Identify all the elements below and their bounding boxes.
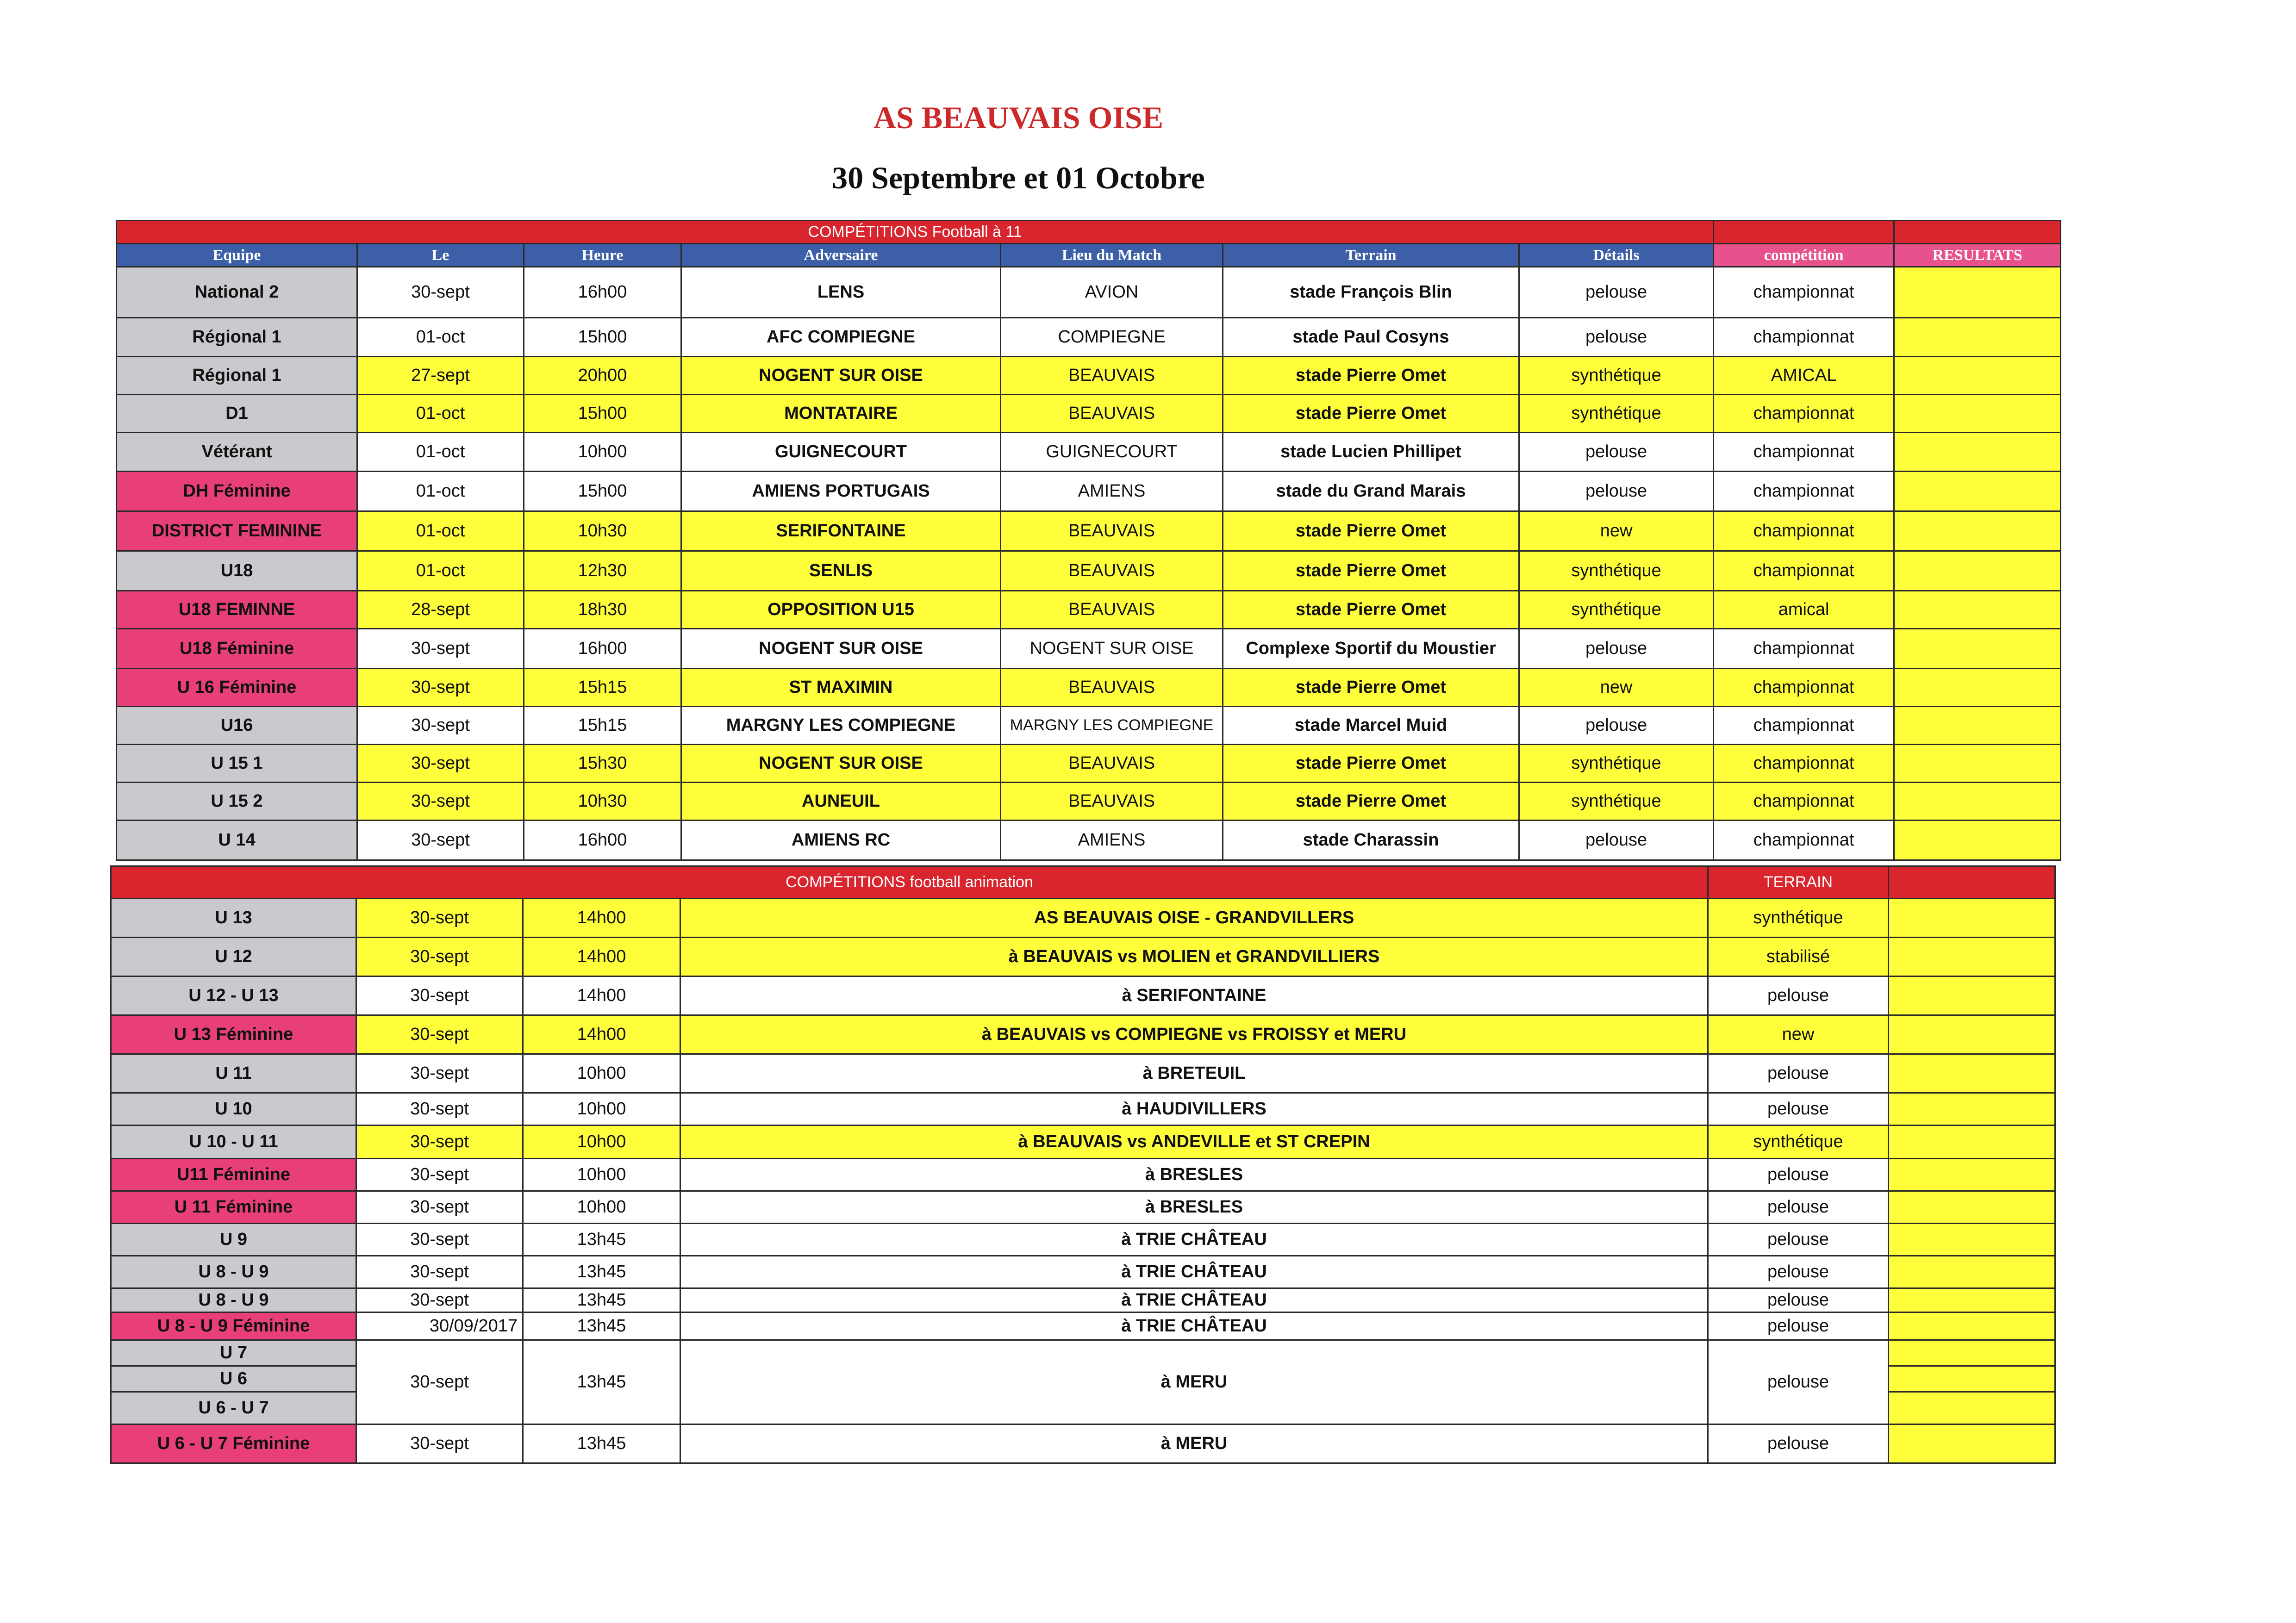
team-cell: U11 Féminine <box>111 1159 356 1191</box>
result-cell[interactable] <box>1889 1054 2055 1093</box>
terrain-cell: pelouse <box>1708 1288 1889 1312</box>
details-cell: new <box>1519 511 1714 551</box>
competition-cell: amical <box>1714 591 1894 629</box>
place-cell: BEAUVAIS <box>1001 745 1223 783</box>
time-cell: 20h00 <box>524 357 681 395</box>
section-band <box>117 221 2061 244</box>
table-row <box>117 669 2061 707</box>
result-cell[interactable] <box>1894 511 2061 551</box>
stadium-cell: stade du Grand Marais <box>1223 472 1519 511</box>
header-row <box>117 244 2061 267</box>
team-cell: U 6 - U 7 Féminine <box>111 1424 356 1463</box>
header-le: Le <box>357 244 524 267</box>
place-cell: AMIENS <box>1001 472 1223 511</box>
time-cell: 10h00 <box>523 1159 680 1191</box>
stadium-cell: stade Pierre Omet <box>1223 551 1519 591</box>
table-row <box>111 1159 2055 1191</box>
time-cell: 13h45 <box>523 1224 680 1256</box>
header-details: Détails <box>1519 244 1714 267</box>
date-cell: 30-sept <box>356 1340 523 1424</box>
team-cell: U 10 <box>111 1093 356 1126</box>
stadium-cell: stade Pierre Omet <box>1223 783 1519 821</box>
team-cell: U 13 Féminine <box>111 1015 356 1054</box>
event-cell: à MERU <box>680 1340 1708 1424</box>
team-cell: Régional 1 <box>117 357 357 395</box>
team-cell: U 9 <box>111 1224 356 1256</box>
details-cell: pelouse <box>1519 707 1714 745</box>
date-cell: 30-sept <box>356 1224 523 1256</box>
competition-cell: AMICAL <box>1714 357 1894 395</box>
stadium-cell: stade Pierre Omet <box>1223 591 1519 629</box>
competition-cell: championnat <box>1714 783 1894 821</box>
stadium-cell: stade Marcel Muid <box>1223 707 1519 745</box>
time-cell: 13h45 <box>523 1256 680 1288</box>
team-cell: U 11 Féminine <box>111 1191 356 1224</box>
event-cell: à BEAUVAIS vs MOLIEN et GRANDVILLIERS <box>680 938 1708 976</box>
time-cell: 12h30 <box>524 551 681 591</box>
terrain-cell: pelouse <box>1708 976 1889 1015</box>
opponent-cell: MARGNY LES COMPIEGNE <box>681 707 1001 745</box>
table-row <box>117 511 2061 551</box>
place-cell: BEAUVAIS <box>1001 783 1223 821</box>
result-cell[interactable] <box>1894 783 2061 821</box>
details-cell: synthétique <box>1519 783 1714 821</box>
section-band-label: COMPÉTITIONS football animation <box>111 866 1708 899</box>
team-cell: U 8 - U 9 Féminine <box>111 1312 356 1340</box>
details-cell: synthétique <box>1519 591 1714 629</box>
time-cell: 13h45 <box>523 1288 680 1312</box>
table-row <box>117 267 2061 318</box>
result-cell[interactable] <box>1889 1424 2055 1463</box>
date-cell: 30-sept <box>357 629 524 669</box>
opponent-cell: NOGENT SUR OISE <box>681 745 1001 783</box>
result-cell[interactable] <box>1894 357 2061 395</box>
details-cell: pelouse <box>1519 821 1714 860</box>
result-cell[interactable] <box>1889 1093 2055 1126</box>
stadium-cell: stade Pierre Omet <box>1223 357 1519 395</box>
team-cell: U 6 <box>111 1366 356 1392</box>
time-cell: 10h00 <box>523 1191 680 1224</box>
date-cell: 30-sept <box>356 1288 523 1312</box>
date-cell: 30-sept <box>356 1424 523 1463</box>
time-cell: 16h00 <box>524 821 681 860</box>
band-spacer <box>1714 221 1894 244</box>
competition-cell: championnat <box>1714 551 1894 591</box>
competition-cell: championnat <box>1714 629 1894 669</box>
stadium-cell: stade Lucien Phillipet <box>1223 433 1519 472</box>
result-cell[interactable] <box>1894 318 2061 357</box>
result-cell[interactable] <box>1894 629 2061 669</box>
date-cell: 01-oct <box>357 551 524 591</box>
event-cell: à BRESLES <box>680 1159 1708 1191</box>
team-cell: U 7 <box>111 1340 356 1366</box>
team-cell: U 13 <box>111 899 356 938</box>
date-cell: 01-oct <box>357 472 524 511</box>
event-cell: à BEAUVAIS vs COMPIEGNE vs FROISSY et MERU <box>680 1015 1708 1054</box>
opponent-cell: OPPOSITION U15 <box>681 591 1001 629</box>
result-cell[interactable] <box>1894 745 2061 783</box>
team-cell: U 16 Féminine <box>117 669 357 707</box>
team-cell: U 10 - U 11 <box>111 1126 356 1159</box>
time-cell: 10h00 <box>523 1054 680 1093</box>
competition-cell: championnat <box>1714 433 1894 472</box>
result-cell[interactable] <box>1889 1288 2055 1312</box>
table-row <box>111 976 2055 1015</box>
time-cell: 16h00 <box>524 629 681 669</box>
team-cell: U16 <box>117 707 357 745</box>
result-cell[interactable] <box>1889 1340 2055 1366</box>
opponent-cell: ST MAXIMIN <box>681 669 1001 707</box>
time-cell: 16h00 <box>524 267 681 318</box>
time-cell: 10h00 <box>523 1126 680 1159</box>
terrain-cell: synthétique <box>1708 899 1889 938</box>
time-cell: 15h15 <box>524 669 681 707</box>
terrain-cell: pelouse <box>1708 1340 1889 1424</box>
stadium-cell: stade François Blin <box>1223 267 1519 318</box>
date-cell: 30-sept <box>356 1126 523 1159</box>
date-cell: 30-sept <box>357 707 524 745</box>
time-cell: 14h00 <box>523 1015 680 1054</box>
opponent-cell: AFC COMPIEGNE <box>681 318 1001 357</box>
football-animation-table <box>110 865 2056 1464</box>
table-row <box>111 1191 2055 1224</box>
team-cell: U 15 1 <box>117 745 357 783</box>
team-cell: U 12 <box>111 938 356 976</box>
opponent-cell: SERIFONTAINE <box>681 511 1001 551</box>
place-cell: BEAUVAIS <box>1001 551 1223 591</box>
event-cell: à BRESLES <box>680 1191 1708 1224</box>
details-cell: synthétique <box>1519 395 1714 433</box>
competition-cell: championnat <box>1714 318 1894 357</box>
result-cell[interactable] <box>1894 433 2061 472</box>
table-row <box>111 1256 2055 1288</box>
details-cell: pelouse <box>1519 318 1714 357</box>
opponent-cell: NOGENT SUR OISE <box>681 629 1001 669</box>
team-cell: U 14 <box>117 821 357 860</box>
terrain-cell: pelouse <box>1708 1224 1889 1256</box>
date-cell: 30-sept <box>356 976 523 1015</box>
team-cell: DISTRICT FEMININE <box>117 511 357 551</box>
event-cell: à SERIFONTAINE <box>680 976 1708 1015</box>
result-cell[interactable] <box>1889 1126 2055 1159</box>
details-cell: synthétique <box>1519 357 1714 395</box>
time-cell: 10h30 <box>524 511 681 551</box>
date-cell: 30-sept <box>357 783 524 821</box>
details-cell: pelouse <box>1519 472 1714 511</box>
table-row <box>117 821 2061 860</box>
band-spacer <box>1889 866 2055 899</box>
section-band-label: COMPÉTITIONS Football à 11 <box>117 221 1714 244</box>
opponent-cell: MONTATAIRE <box>681 395 1001 433</box>
result-cell[interactable] <box>1889 938 2055 976</box>
date-cell: 30-sept <box>357 745 524 783</box>
date-cell: 30-sept <box>356 1256 523 1288</box>
team-cell: U 6 - U 7 <box>111 1392 356 1424</box>
details-cell: pelouse <box>1519 433 1714 472</box>
team-cell: DH Féminine <box>117 472 357 511</box>
time-cell: 10h00 <box>523 1093 680 1126</box>
date-cell: 30-sept <box>356 1093 523 1126</box>
time-cell: 13h45 <box>523 1312 680 1340</box>
team-cell: U 11 <box>111 1054 356 1093</box>
page-title: AS BEAUVAIS OISE <box>873 100 1164 135</box>
result-cell[interactable] <box>1894 395 2061 433</box>
date-cell: 28-sept <box>357 591 524 629</box>
table-row <box>111 1093 2055 1126</box>
date-cell: 30/09/2017 <box>356 1312 523 1340</box>
details-cell: pelouse <box>1519 267 1714 318</box>
competition-cell: championnat <box>1714 511 1894 551</box>
terrain-cell: synthétique <box>1708 1126 1889 1159</box>
competition-cell: championnat <box>1714 707 1894 745</box>
details-cell: synthétique <box>1519 551 1714 591</box>
table-row <box>111 1340 2055 1366</box>
time-cell: 15h30 <box>524 745 681 783</box>
stadium-cell: stade Charassin <box>1223 821 1519 860</box>
date-cell: 27-sept <box>357 357 524 395</box>
place-cell: BEAUVAIS <box>1001 357 1223 395</box>
team-cell: U18 FEMINNE <box>117 591 357 629</box>
date-cell: 30-sept <box>356 1054 523 1093</box>
result-cell[interactable] <box>1894 551 2061 591</box>
competition-cell: championnat <box>1714 669 1894 707</box>
details-cell: synthétique <box>1519 745 1714 783</box>
header-heure: Heure <box>524 244 681 267</box>
place-cell: AMIENS <box>1001 821 1223 860</box>
terrain-cell: pelouse <box>1708 1159 1889 1191</box>
result-cell[interactable] <box>1894 821 2061 860</box>
terrain-cell: pelouse <box>1708 1191 1889 1224</box>
result-cell[interactable] <box>1889 1392 2055 1424</box>
team-cell: U 12 - U 13 <box>111 976 356 1015</box>
stadium-cell: stade Pierre Omet <box>1223 669 1519 707</box>
stadium-cell: stade Paul Cosyns <box>1223 318 1519 357</box>
time-cell: 13h45 <box>523 1340 680 1424</box>
time-cell: 14h00 <box>523 976 680 1015</box>
event-cell: à BEAUVAIS vs ANDEVILLE et ST CREPIN <box>680 1126 1708 1159</box>
time-cell: 14h00 <box>523 899 680 938</box>
place-cell: NOGENT SUR OISE <box>1001 629 1223 669</box>
table-row <box>111 1015 2055 1054</box>
place-cell: GUIGNECOURT <box>1001 433 1223 472</box>
stadium-cell: stade Pierre Omet <box>1223 395 1519 433</box>
team-cell: National 2 <box>117 267 357 318</box>
result-cell[interactable] <box>1889 1191 2055 1224</box>
time-cell: 15h00 <box>524 318 681 357</box>
competition-cell: championnat <box>1714 821 1894 860</box>
table-row <box>111 899 2055 938</box>
place-cell: MARGNY LES COMPIEGNE <box>1001 707 1223 745</box>
table-row <box>117 395 2061 433</box>
result-cell[interactable] <box>1889 899 2055 938</box>
place-cell: COMPIEGNE <box>1001 318 1223 357</box>
football-11-table <box>116 220 2061 861</box>
opponent-cell: AMIENS PORTUGAIS <box>681 472 1001 511</box>
place-cell: BEAUVAIS <box>1001 395 1223 433</box>
table-row <box>117 551 2061 591</box>
date-cell: 30-sept <box>356 1015 523 1054</box>
competition-cell: championnat <box>1714 745 1894 783</box>
table-row <box>117 433 2061 472</box>
table-row <box>111 938 2055 976</box>
event-cell: à MERU <box>680 1424 1708 1463</box>
result-cell[interactable] <box>1894 707 2061 745</box>
date-cell: 30-sept <box>357 267 524 318</box>
result-cell[interactable] <box>1889 1312 2055 1340</box>
time-cell: 10h00 <box>524 433 681 472</box>
team-cell: D1 <box>117 395 357 433</box>
competition-cell: championnat <box>1714 472 1894 511</box>
header-adversaire: Adversaire <box>681 244 1001 267</box>
result-cell[interactable] <box>1889 1366 2055 1392</box>
place-cell: AVION <box>1001 267 1223 318</box>
date-cell: 30-sept <box>356 1191 523 1224</box>
date-cell: 01-oct <box>357 433 524 472</box>
table-row <box>111 1126 2055 1159</box>
team-cell: U 8 - U 9 <box>111 1256 356 1288</box>
time-cell: 15h15 <box>524 707 681 745</box>
header-equipe: Equipe <box>117 244 357 267</box>
date-cell: 30-sept <box>357 669 524 707</box>
table-row <box>117 783 2061 821</box>
place-cell: BEAUVAIS <box>1001 511 1223 551</box>
band-spacer <box>1894 221 2061 244</box>
team-cell: U 8 - U 9 <box>111 1288 356 1312</box>
table-row <box>111 1288 2055 1312</box>
section-band <box>111 866 2055 899</box>
date-cell: 01-oct <box>357 395 524 433</box>
terrain-cell: pelouse <box>1708 1312 1889 1340</box>
team-cell: U18 Féminine <box>117 629 357 669</box>
event-cell: à TRIE CHÂTEAU <box>680 1288 1708 1312</box>
header-resultats: RESULTATS <box>1894 244 2061 267</box>
terrain-label: TERRAIN <box>1708 866 1889 899</box>
opponent-cell: GUIGNECOURT <box>681 433 1001 472</box>
opponent-cell: SENLIS <box>681 551 1001 591</box>
result-cell[interactable] <box>1894 472 2061 511</box>
date-cell: 30-sept <box>356 938 523 976</box>
event-cell: à HAUDIVILLERS <box>680 1093 1708 1126</box>
page-subtitle: 30 Septembre et 01 Octobre <box>832 160 1205 195</box>
team-cell: U 15 2 <box>117 783 357 821</box>
date-cell: 30-sept <box>356 1159 523 1191</box>
team-cell: U18 <box>117 551 357 591</box>
competition-cell: championnat <box>1714 395 1894 433</box>
table-row <box>111 1054 2055 1093</box>
time-cell: 15h00 <box>524 472 681 511</box>
opponent-cell: LENS <box>681 267 1001 318</box>
table-row <box>117 472 2061 511</box>
team-cell: Vétérant <box>117 433 357 472</box>
date-cell: 30-sept <box>356 899 523 938</box>
table-row <box>111 1224 2055 1256</box>
terrain-cell: stabilisé <box>1708 938 1889 976</box>
table-row <box>117 745 2061 783</box>
table-row <box>111 1424 2055 1463</box>
table-row <box>117 357 2061 395</box>
time-cell: 18h30 <box>524 591 681 629</box>
details-cell: pelouse <box>1519 629 1714 669</box>
result-cell[interactable] <box>1894 591 2061 629</box>
date-cell: 01-oct <box>357 511 524 551</box>
opponent-cell: AUNEUIL <box>681 783 1001 821</box>
opponent-cell: NOGENT SUR OISE <box>681 357 1001 395</box>
time-cell: 15h00 <box>524 395 681 433</box>
table-row <box>117 591 2061 629</box>
terrain-cell: pelouse <box>1708 1054 1889 1093</box>
details-cell: new <box>1519 669 1714 707</box>
table-row <box>117 318 2061 357</box>
time-cell: 10h30 <box>524 783 681 821</box>
result-cell[interactable] <box>1889 1159 2055 1191</box>
header-lieu: Lieu du Match <box>1001 244 1223 267</box>
date-cell: 30-sept <box>357 821 524 860</box>
result-cell[interactable] <box>1894 267 2061 318</box>
header-competition: compétition <box>1714 244 1894 267</box>
terrain-cell: pelouse <box>1708 1093 1889 1126</box>
time-cell: 14h00 <box>523 938 680 976</box>
result-cell[interactable] <box>1889 1224 2055 1256</box>
terrain-cell: new <box>1708 1015 1889 1054</box>
opponent-cell: AMIENS RC <box>681 821 1001 860</box>
table-row <box>117 629 2061 669</box>
event-cell: à BRETEUIL <box>680 1054 1708 1093</box>
place-cell: BEAUVAIS <box>1001 669 1223 707</box>
date-cell: 01-oct <box>357 318 524 357</box>
result-cell[interactable] <box>1889 1015 2055 1054</box>
stadium-cell: Complexe Sportif du Moustier <box>1223 629 1519 669</box>
event-cell: à TRIE CHÂTEAU <box>680 1224 1708 1256</box>
stadium-cell: stade Pierre Omet <box>1223 511 1519 551</box>
stadium-cell: stade Pierre Omet <box>1223 745 1519 783</box>
table-row <box>117 707 2061 745</box>
competition-cell: championnat <box>1714 267 1894 318</box>
result-cell[interactable] <box>1889 976 2055 1015</box>
team-cell: Régional 1 <box>117 318 357 357</box>
event-cell: AS BEAUVAIS OISE - GRANDVILLERS <box>680 899 1708 938</box>
result-cell[interactable] <box>1889 1256 2055 1288</box>
result-cell[interactable] <box>1894 669 2061 707</box>
header-terrain: Terrain <box>1223 244 1519 267</box>
terrain-cell: pelouse <box>1708 1256 1889 1288</box>
time-cell: 13h45 <box>523 1424 680 1463</box>
table-row <box>111 1312 2055 1340</box>
event-cell: à TRIE CHÂTEAU <box>680 1256 1708 1288</box>
terrain-cell: pelouse <box>1708 1424 1889 1463</box>
place-cell: BEAUVAIS <box>1001 591 1223 629</box>
event-cell: à TRIE CHÂTEAU <box>680 1312 1708 1340</box>
